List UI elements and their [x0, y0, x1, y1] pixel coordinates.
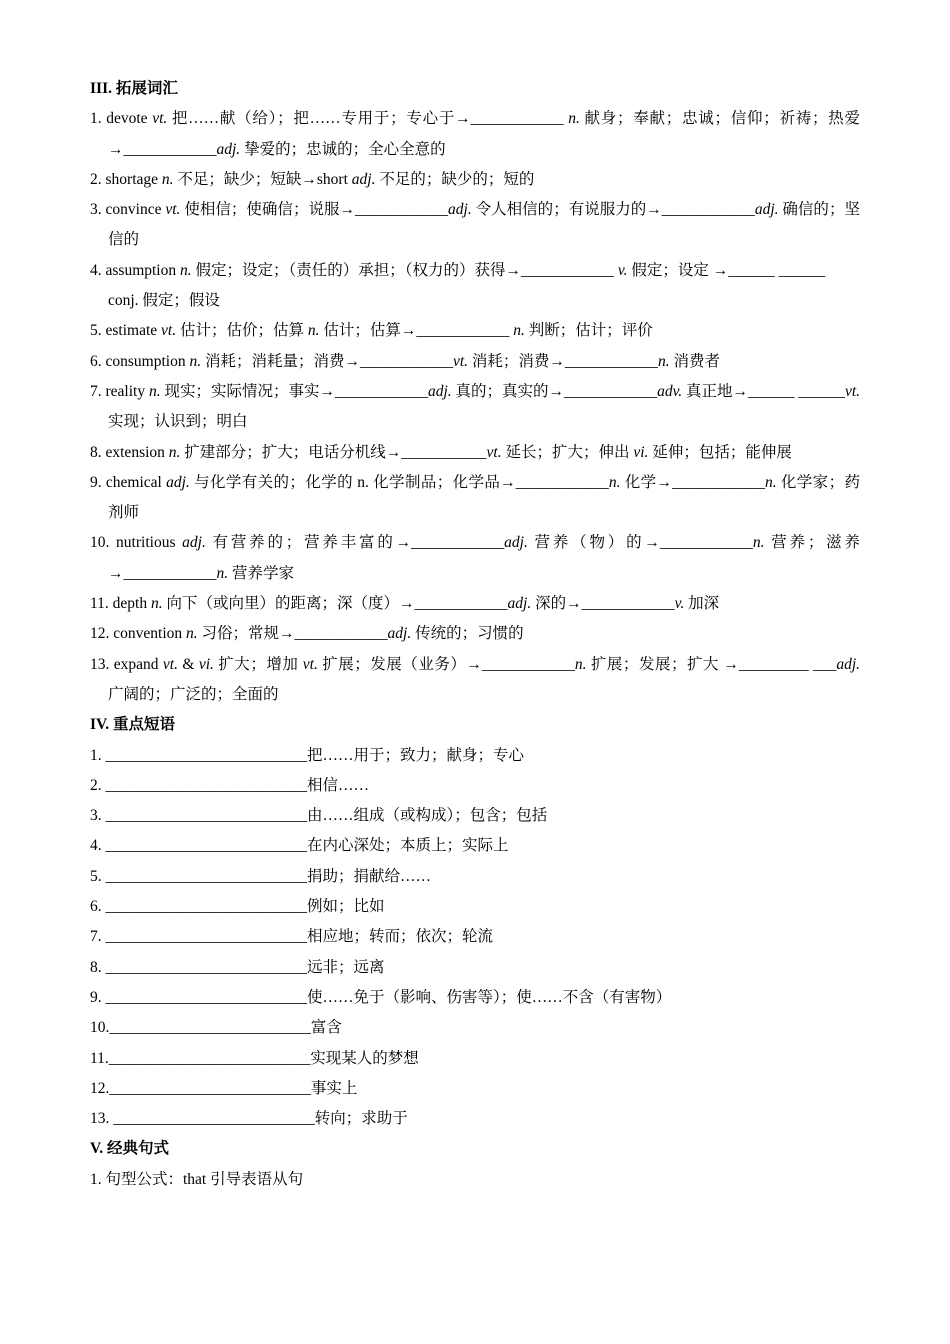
- part-of-speech: vt.: [844, 382, 860, 400]
- item-text: 传统的；习惯的: [411, 625, 524, 643]
- item-text: 估计；估算→____________: [319, 322, 514, 340]
- item-text: 7. __________________________相应地；转而；依次；轮流: [90, 928, 494, 946]
- part-of-speech: adj.: [387, 625, 412, 643]
- part-of-speech: vt.: [152, 110, 168, 128]
- item-text: 4. __________________________在内心深处；本质上；实际上: [90, 837, 509, 855]
- item-text: 不足；缺少；短缺→short: [173, 170, 352, 188]
- item-text: &: [177, 655, 199, 673]
- item-text: 3. convince: [90, 201, 166, 219]
- item-text: 向下（或向里）的距离；深（度）→____________: [162, 595, 508, 613]
- list-item: [90, 892, 860, 922]
- item-text: 假定；设定；（责任的）承担；（权力的）获得→____________: [191, 261, 618, 279]
- list-item: [90, 741, 860, 771]
- item-text: 化学家；药剂师: [108, 473, 860, 522]
- list-item: [90, 983, 860, 1013]
- part-of-speech: n.: [307, 322, 320, 340]
- part-of-speech: n.: [161, 170, 174, 188]
- item-text: 10.__________________________富含: [90, 1019, 342, 1037]
- part-of-speech: v.: [617, 261, 628, 279]
- list-item: [90, 438, 860, 468]
- item-text: 扩展；发展；扩大 →_________ ___: [586, 655, 837, 673]
- item-text: 化学→____________: [620, 473, 765, 491]
- item-text: 5. __________________________捐助；捐献给……: [90, 867, 432, 885]
- item-text: 11.__________________________实现某人的梦想: [90, 1049, 419, 1067]
- list-item: [90, 468, 860, 529]
- item-text: 把……献（给）；把……专用于；专心于→____________: [167, 110, 569, 128]
- item-text: 扩建部分；扩大；电话分机线→___________: [180, 443, 487, 461]
- list-item: [90, 953, 860, 983]
- item-text: 消费者: [669, 352, 720, 370]
- item-text: 5. estimate: [90, 322, 162, 340]
- part-of-speech: vt.: [302, 655, 318, 673]
- item-text: 4. assumption: [90, 261, 180, 279]
- part-of-speech: adj.: [754, 201, 779, 219]
- list-item: [90, 771, 860, 801]
- item-text: 真正地→______ ______: [682, 382, 845, 400]
- item-text: 加深: [684, 595, 720, 613]
- item-text: 12.__________________________事实上: [90, 1079, 358, 1097]
- part-of-speech: adj.: [836, 655, 860, 673]
- part-of-speech: n.: [574, 655, 587, 673]
- item-text: 6. consumption: [90, 352, 190, 370]
- part-of-speech: v.: [674, 595, 685, 613]
- list-item: [90, 195, 860, 256]
- item-text: 习俗；常规→____________: [197, 625, 388, 643]
- item-text: 营养（物）的→____________: [527, 534, 753, 552]
- item-text: 不足的；缺少的；短的: [375, 170, 535, 188]
- item-text: 2. __________________________相信……: [90, 776, 370, 794]
- list-item: [90, 316, 860, 346]
- part-of-speech: n.: [186, 625, 198, 643]
- part-of-speech: n.: [752, 534, 765, 552]
- list-item: [90, 619, 860, 649]
- item-text: 8. __________________________远非；远离: [90, 958, 385, 976]
- list-item: [90, 347, 860, 377]
- item-text: 假定；设定 →______ ______: [627, 261, 826, 279]
- part-of-speech: adj.: [182, 534, 206, 552]
- part-of-speech: adj.: [216, 140, 241, 158]
- part-of-speech: adj.: [351, 170, 376, 188]
- part-of-speech: n.: [180, 261, 192, 279]
- item-text: conj. 假定；假设: [108, 292, 220, 310]
- part-of-speech: vi.: [633, 443, 649, 461]
- item-text: 9. chemical: [90, 473, 167, 491]
- item-text: 确信的；坚信的: [108, 201, 860, 249]
- part-of-speech: adj.: [504, 534, 528, 552]
- part-of-speech: vt.: [452, 352, 469, 370]
- item-text: 有营养的；营养丰富的→____________: [205, 534, 505, 552]
- part-of-speech: n.: [151, 595, 163, 613]
- item-text: 现实；实际情况；事实→____________: [160, 382, 428, 400]
- item-text: 1. 句型公式：that 引导表语从句: [90, 1170, 304, 1188]
- item-text: 判断；估计；评价: [524, 322, 653, 340]
- list-item: [90, 1165, 860, 1195]
- item-text: 延伸；包括；能伸展: [648, 443, 792, 461]
- part-of-speech: vt.: [162, 655, 178, 673]
- item-text: 3. __________________________由……组成（或构成）；包含；包括: [90, 807, 548, 825]
- item-text: 消耗；消费→____________: [468, 352, 658, 370]
- item-text: 令人相信的；有说服力的→____________: [471, 201, 755, 219]
- list-item: [90, 165, 860, 195]
- document-page: [90, 74, 860, 1195]
- part-of-speech: n.: [568, 110, 580, 128]
- item-text: 实现；认识到；明白: [108, 413, 248, 431]
- list-item: [90, 377, 860, 438]
- list-item: [90, 589, 860, 619]
- item-text: 使相信；使确信；说服→____________: [180, 201, 449, 219]
- item-text: 与化学有关的；化学的 n. 化学制品；化学品→____________: [189, 473, 609, 491]
- item-text: 广阔的；广泛的；全面的: [108, 685, 279, 703]
- item-text: 深的→____________: [531, 595, 675, 613]
- list-item: [90, 650, 860, 711]
- item-text: 6. __________________________例如；比如: [90, 898, 385, 916]
- item-text: 10. nutritious: [90, 534, 183, 552]
- list-item: [90, 286, 860, 316]
- part-of-speech: adj.: [427, 382, 452, 400]
- item-text: 8. extension: [90, 443, 169, 461]
- item-text: 2. shortage: [90, 170, 162, 188]
- item-text: 13. expand: [90, 655, 163, 673]
- item-text: 扩展；发展（业务）→____________: [317, 655, 575, 673]
- item-text: 挚爱的；忠诚的；全心全意的: [240, 140, 446, 158]
- item-text: 12. convention: [90, 625, 186, 643]
- part-of-speech: adv.: [657, 382, 683, 400]
- item-text: 真的；真实的→____________: [451, 382, 658, 400]
- part-of-speech: n.: [657, 352, 670, 370]
- part-of-speech: n.: [189, 352, 202, 370]
- part-of-speech: adj.: [166, 473, 190, 491]
- item-text: 1. devote: [90, 110, 153, 128]
- section-heading: IV. 重点短语: [90, 716, 175, 734]
- part-of-speech: vt.: [486, 443, 502, 461]
- section-heading: V. 经典句式: [90, 1140, 169, 1158]
- item-text: 营养；滋养→____________: [108, 534, 860, 582]
- item-text: 1. __________________________把……用于；致力；献身；专心: [90, 746, 525, 764]
- part-of-speech: n.: [148, 382, 161, 400]
- list-item: [90, 862, 860, 892]
- part-of-speech: adj.: [448, 201, 472, 219]
- section-heading: III. 拓展词汇: [90, 80, 178, 97]
- item-text: 11. depth: [90, 595, 151, 613]
- part-of-speech: vt.: [161, 322, 177, 340]
- list-item: [90, 922, 860, 952]
- item-text: 营养学家: [228, 564, 295, 582]
- part-of-speech: adj.: [507, 595, 532, 613]
- list-item: [90, 801, 860, 831]
- list-item: [90, 256, 860, 286]
- part-of-speech: vt.: [165, 201, 181, 219]
- list-item: [90, 1074, 860, 1104]
- item-text: 13. __________________________转向；求助于: [90, 1110, 408, 1128]
- list-item: [90, 528, 860, 589]
- list-item: [90, 104, 860, 165]
- part-of-speech: n.: [765, 473, 777, 491]
- item-text: 扩大；增加: [213, 655, 303, 673]
- item-text: 估计；估价；估算: [176, 322, 308, 340]
- list-item: [90, 1013, 860, 1043]
- item-text: 7. reality: [90, 382, 149, 400]
- part-of-speech: vi.: [198, 655, 214, 673]
- part-of-speech: n.: [513, 322, 525, 340]
- item-text: 消耗；消耗量；消费→____________: [201, 352, 453, 370]
- item-text: 延长；扩大；伸出: [501, 443, 634, 461]
- part-of-speech: n.: [216, 564, 229, 582]
- list-item: [90, 1104, 860, 1134]
- part-of-speech: n.: [168, 443, 181, 461]
- part-of-speech: n.: [608, 473, 621, 491]
- list-item: [90, 831, 860, 861]
- item-text: 9. __________________________使……免于（影响、伤害等）；使……不含（有害物）: [90, 988, 672, 1006]
- item-text: 献身；奉献；忠诚；信仰；祈祷；热爱→____________: [108, 110, 860, 158]
- list-item: [90, 1044, 860, 1074]
